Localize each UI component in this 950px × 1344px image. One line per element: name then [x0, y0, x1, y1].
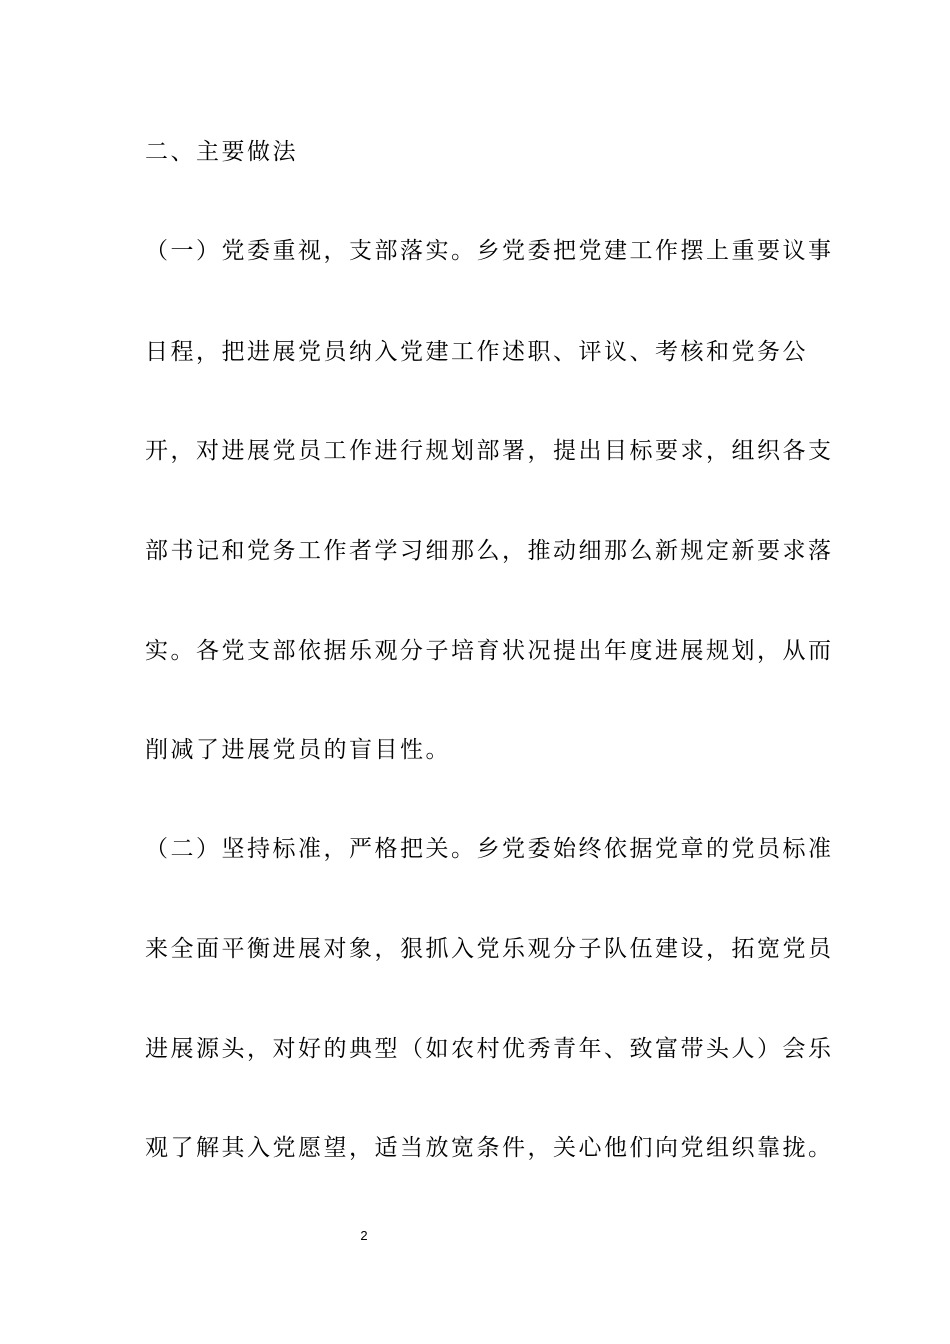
section-heading: 二、主要做法	[145, 139, 298, 165]
page-number: 2	[360, 1228, 368, 1243]
paragraph-line: 部书记和党务工作者学习细那么，推动细那么新规定新要求落	[145, 538, 834, 564]
paragraph-line: 实。各党支部依据乐观分子培育状况提出年度进展规划，从而	[145, 638, 834, 664]
paragraph-line: （二）坚持标准，严格把关。乡党委始终依据党章的党员标准	[145, 836, 834, 862]
paragraph-line: 日程，把进展党员纳入党建工作述职、评议、考核和党务公	[145, 339, 808, 365]
paragraph-line: （一）党委重视，支部落实。乡党委把党建工作摆上重要议事	[145, 238, 834, 264]
paragraph-line: 进展源头，对好的典型（如农村优秀青年、致富带头人）会乐	[145, 1036, 834, 1062]
paragraph-line: 观了解其入党愿望，适当放宽条件，关心他们向党组织靠拢。	[145, 1135, 834, 1161]
paragraph-line: 来全面平衡进展对象，狠抓入党乐观分子队伍建设，拓宽党员	[145, 936, 834, 962]
paragraph-line: 开，对进展党员工作进行规划部署，提出目标要求，组织各支	[145, 438, 834, 464]
paragraph-line: 削减了进展党员的盲目性。	[145, 737, 451, 763]
